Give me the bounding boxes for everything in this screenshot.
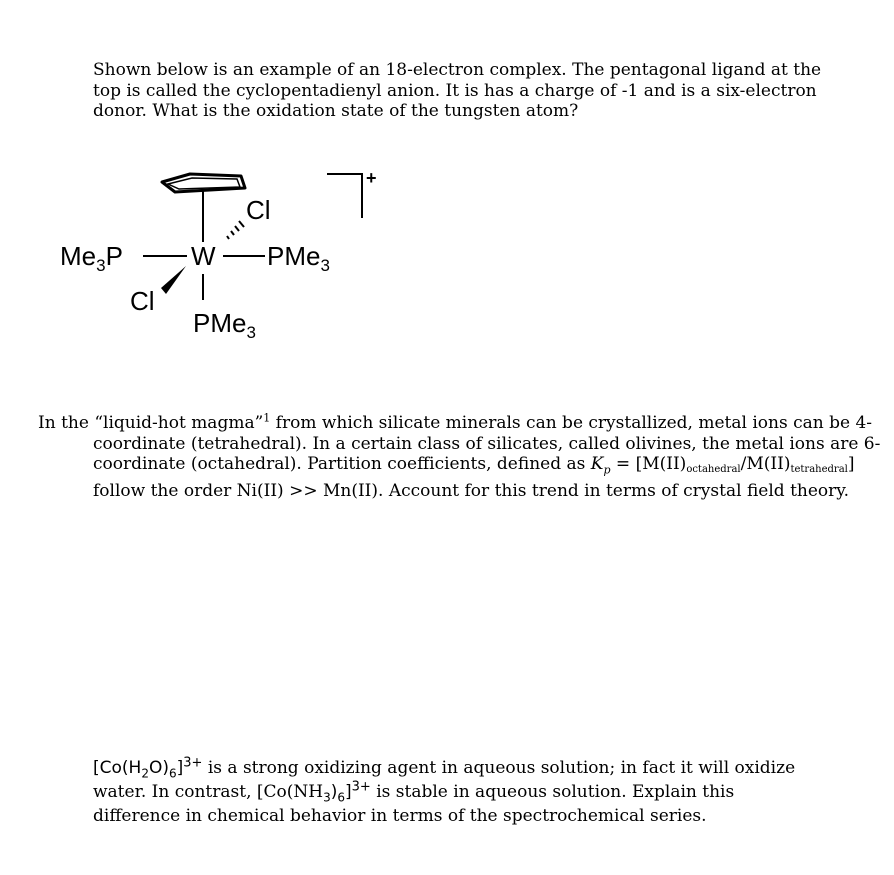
charge-label: +	[366, 168, 377, 188]
cyclopentadienyl-ring	[162, 174, 245, 192]
trimethylphosphine-left-label: $Me_3P$	[60, 241, 123, 275]
question-3-text: $[Co(H_2O)_6]^{3+}$ is a strong oxidizing agent in aqueous solution; in fact it will oxidize water. In contrast, $[Co(NH_3)_6]^{3+}$ is stable in aqueous solution. Explain this difference in chemical behavior in terms of the spectrochemical series.	[93, 755, 796, 826]
tungsten-label: W	[191, 241, 216, 271]
footnote-marker: 1	[263, 411, 271, 425]
hashed-bond-cl-top	[227, 221, 244, 239]
wedge-bond-cl-bottom	[161, 266, 186, 294]
charge-bracket	[327, 174, 362, 218]
chloride-bottom-label: Cl	[130, 286, 155, 316]
tungsten-complex-structure	[55, 160, 415, 350]
question-1-text: Shown below is an example of an 18-electron complex. The pentagonal ligand at the top is called the cyclopentadienyl anion. It is has a charge of -1 and is a six-electron donor. What is the oxidation state of the tungsten atom?	[93, 60, 822, 121]
chloride-top-label: Cl	[246, 195, 271, 225]
trimethylphosphine-bottom-label: PMe$_3$	[193, 308, 256, 342]
trimethylphosphine-right-label: PMe$_3$	[267, 241, 330, 275]
question-2-text: In the “liquid-hot magma”$^1$ from which silicate minerals can be crystallized, metal ions can be 4-coordinate (tetrahedral). In a certain class of silicates, called olivines, the metal ions are 6-coordinate (octahedral). Partition coefficients, defined as $K_p$ = [M(II)octahedral/M(II)tetrahedral] follow the order Ni(II) >> Mn(II). Account for this trend in terms of crystal field theory.	[38, 411, 881, 501]
